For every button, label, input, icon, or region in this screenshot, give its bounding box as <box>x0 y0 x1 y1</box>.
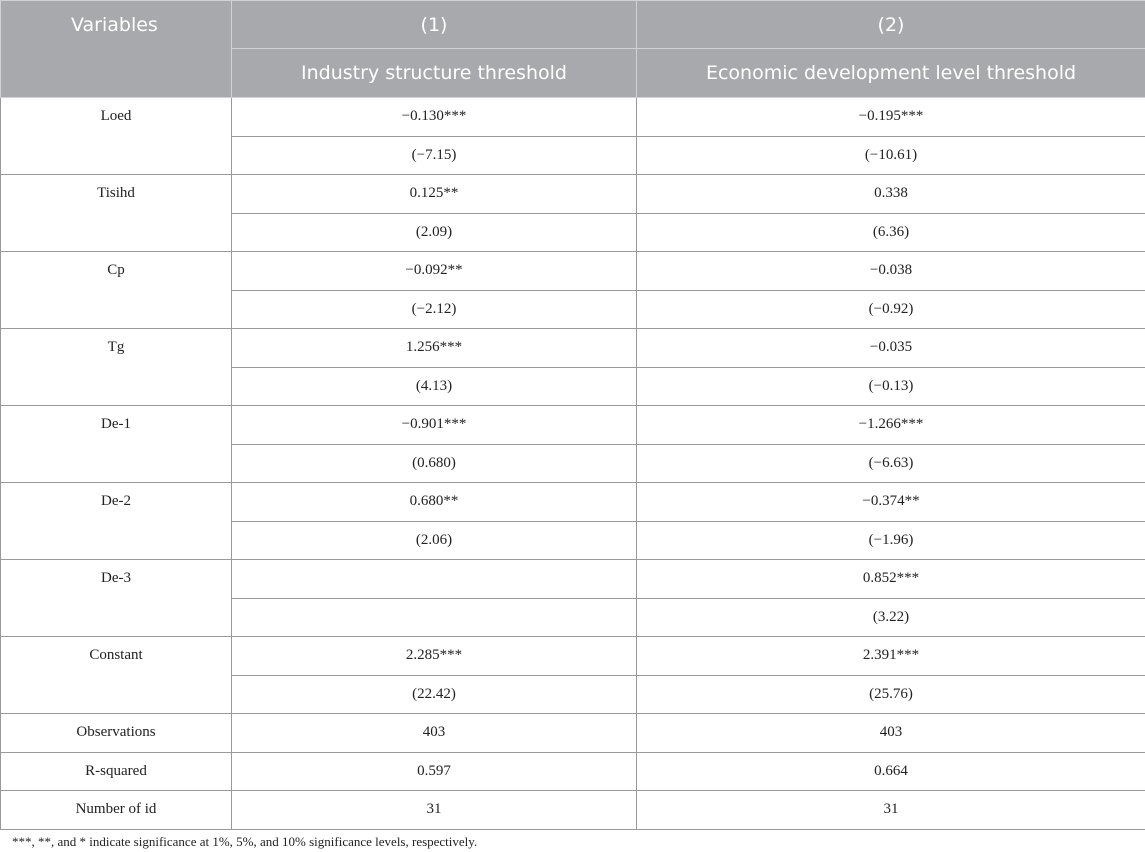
stat-col2: 31 <box>637 791 1145 830</box>
coefficient-col2: −1.266*** <box>637 406 1145 445</box>
stat-name: Observations <box>1 714 232 753</box>
t-statistic-col2: (−1.96) <box>637 521 1145 560</box>
variable-name: De-3 <box>1 560 232 637</box>
table-row-coefficient <box>1 329 1145 368</box>
table-row-coefficient <box>1 406 1145 445</box>
coefficient-col2: −0.195*** <box>637 98 1145 137</box>
column-1-number: (1) <box>232 1 637 49</box>
coefficient-col2: −0.374** <box>637 483 1145 522</box>
variable-name: Tg <box>1 329 232 406</box>
table-row-stat <box>1 791 1145 830</box>
coefficient-col1: 0.680** <box>232 483 637 522</box>
column-2-number: (2) <box>637 1 1145 49</box>
column-1-name: Industry structure threshold <box>232 49 637 98</box>
t-statistic-col2: (3.22) <box>637 598 1145 637</box>
variable-name: Constant <box>1 637 232 714</box>
stat-name: R-squared <box>1 752 232 791</box>
t-statistic-col1: (2.06) <box>232 521 637 560</box>
variable-name: Cp <box>1 252 232 329</box>
coefficient-col1: −0.901*** <box>232 406 637 445</box>
coefficient-col1: 1.256*** <box>232 329 637 368</box>
coefficient-col2: 0.852*** <box>637 560 1145 599</box>
coefficient-col1: 0.125** <box>232 175 637 214</box>
significance-note: ***, **, and * indicate significance at 1%, 5%, and 10% significance levels, respectively. <box>12 834 478 849</box>
t-statistic-col1: (2.09) <box>232 213 637 252</box>
t-statistic-col1: (0.680) <box>232 444 637 483</box>
variable-name: De-1 <box>1 406 232 483</box>
stat-col2: 403 <box>637 714 1145 753</box>
t-statistic-col2: (−0.13) <box>637 367 1145 406</box>
table-header <box>1 1 1145 98</box>
t-statistic-col1: (−7.15) <box>232 136 637 175</box>
t-statistic-col2: (−0.92) <box>637 290 1145 329</box>
coefficient-col2: 0.338 <box>637 175 1145 214</box>
table-row-coefficient <box>1 252 1145 291</box>
table-row-coefficient <box>1 483 1145 522</box>
t-statistic-col1: (4.13) <box>232 367 637 406</box>
coefficient-col2: −0.038 <box>637 252 1145 291</box>
t-statistic-col2: (−6.63) <box>637 444 1145 483</box>
stat-name: Number of id <box>1 791 232 830</box>
coefficient-col2: 2.391*** <box>637 637 1145 676</box>
coefficient-col1: −0.130*** <box>232 98 637 137</box>
t-statistic-col1 <box>232 598 637 637</box>
coefficient-col1: 2.285*** <box>232 637 637 676</box>
table-row-coefficient <box>1 175 1145 214</box>
stat-col1: 403 <box>232 714 637 753</box>
table-body <box>1 98 1145 830</box>
coefficient-col2: −0.035 <box>637 329 1145 368</box>
stat-col1: 31 <box>232 791 637 830</box>
stat-col2: 0.664 <box>637 752 1145 791</box>
table-row-coefficient <box>1 98 1145 137</box>
coefficient-col1: −0.092** <box>232 252 637 291</box>
header-row-numbers <box>1 1 1145 49</box>
coefficient-col1 <box>232 560 637 599</box>
t-statistic-col2: (25.76) <box>637 675 1145 714</box>
variable-name: De-2 <box>1 483 232 560</box>
variable-name: Tisihd <box>1 175 232 252</box>
table-row-stat <box>1 714 1145 753</box>
stat-col1: 0.597 <box>232 752 637 791</box>
variables-header: Variables <box>1 1 232 98</box>
variable-name: Loed <box>1 98 232 175</box>
t-statistic-col2: (6.36) <box>637 213 1145 252</box>
table-row-coefficient <box>1 560 1145 599</box>
table-row-stat <box>1 752 1145 791</box>
t-statistic-col1: (22.42) <box>232 675 637 714</box>
t-statistic-col2: (−10.61) <box>637 136 1145 175</box>
column-2-name: Economic development level threshold <box>637 49 1145 98</box>
table-row-coefficient <box>1 637 1145 676</box>
t-statistic-col1: (−2.12) <box>232 290 637 329</box>
